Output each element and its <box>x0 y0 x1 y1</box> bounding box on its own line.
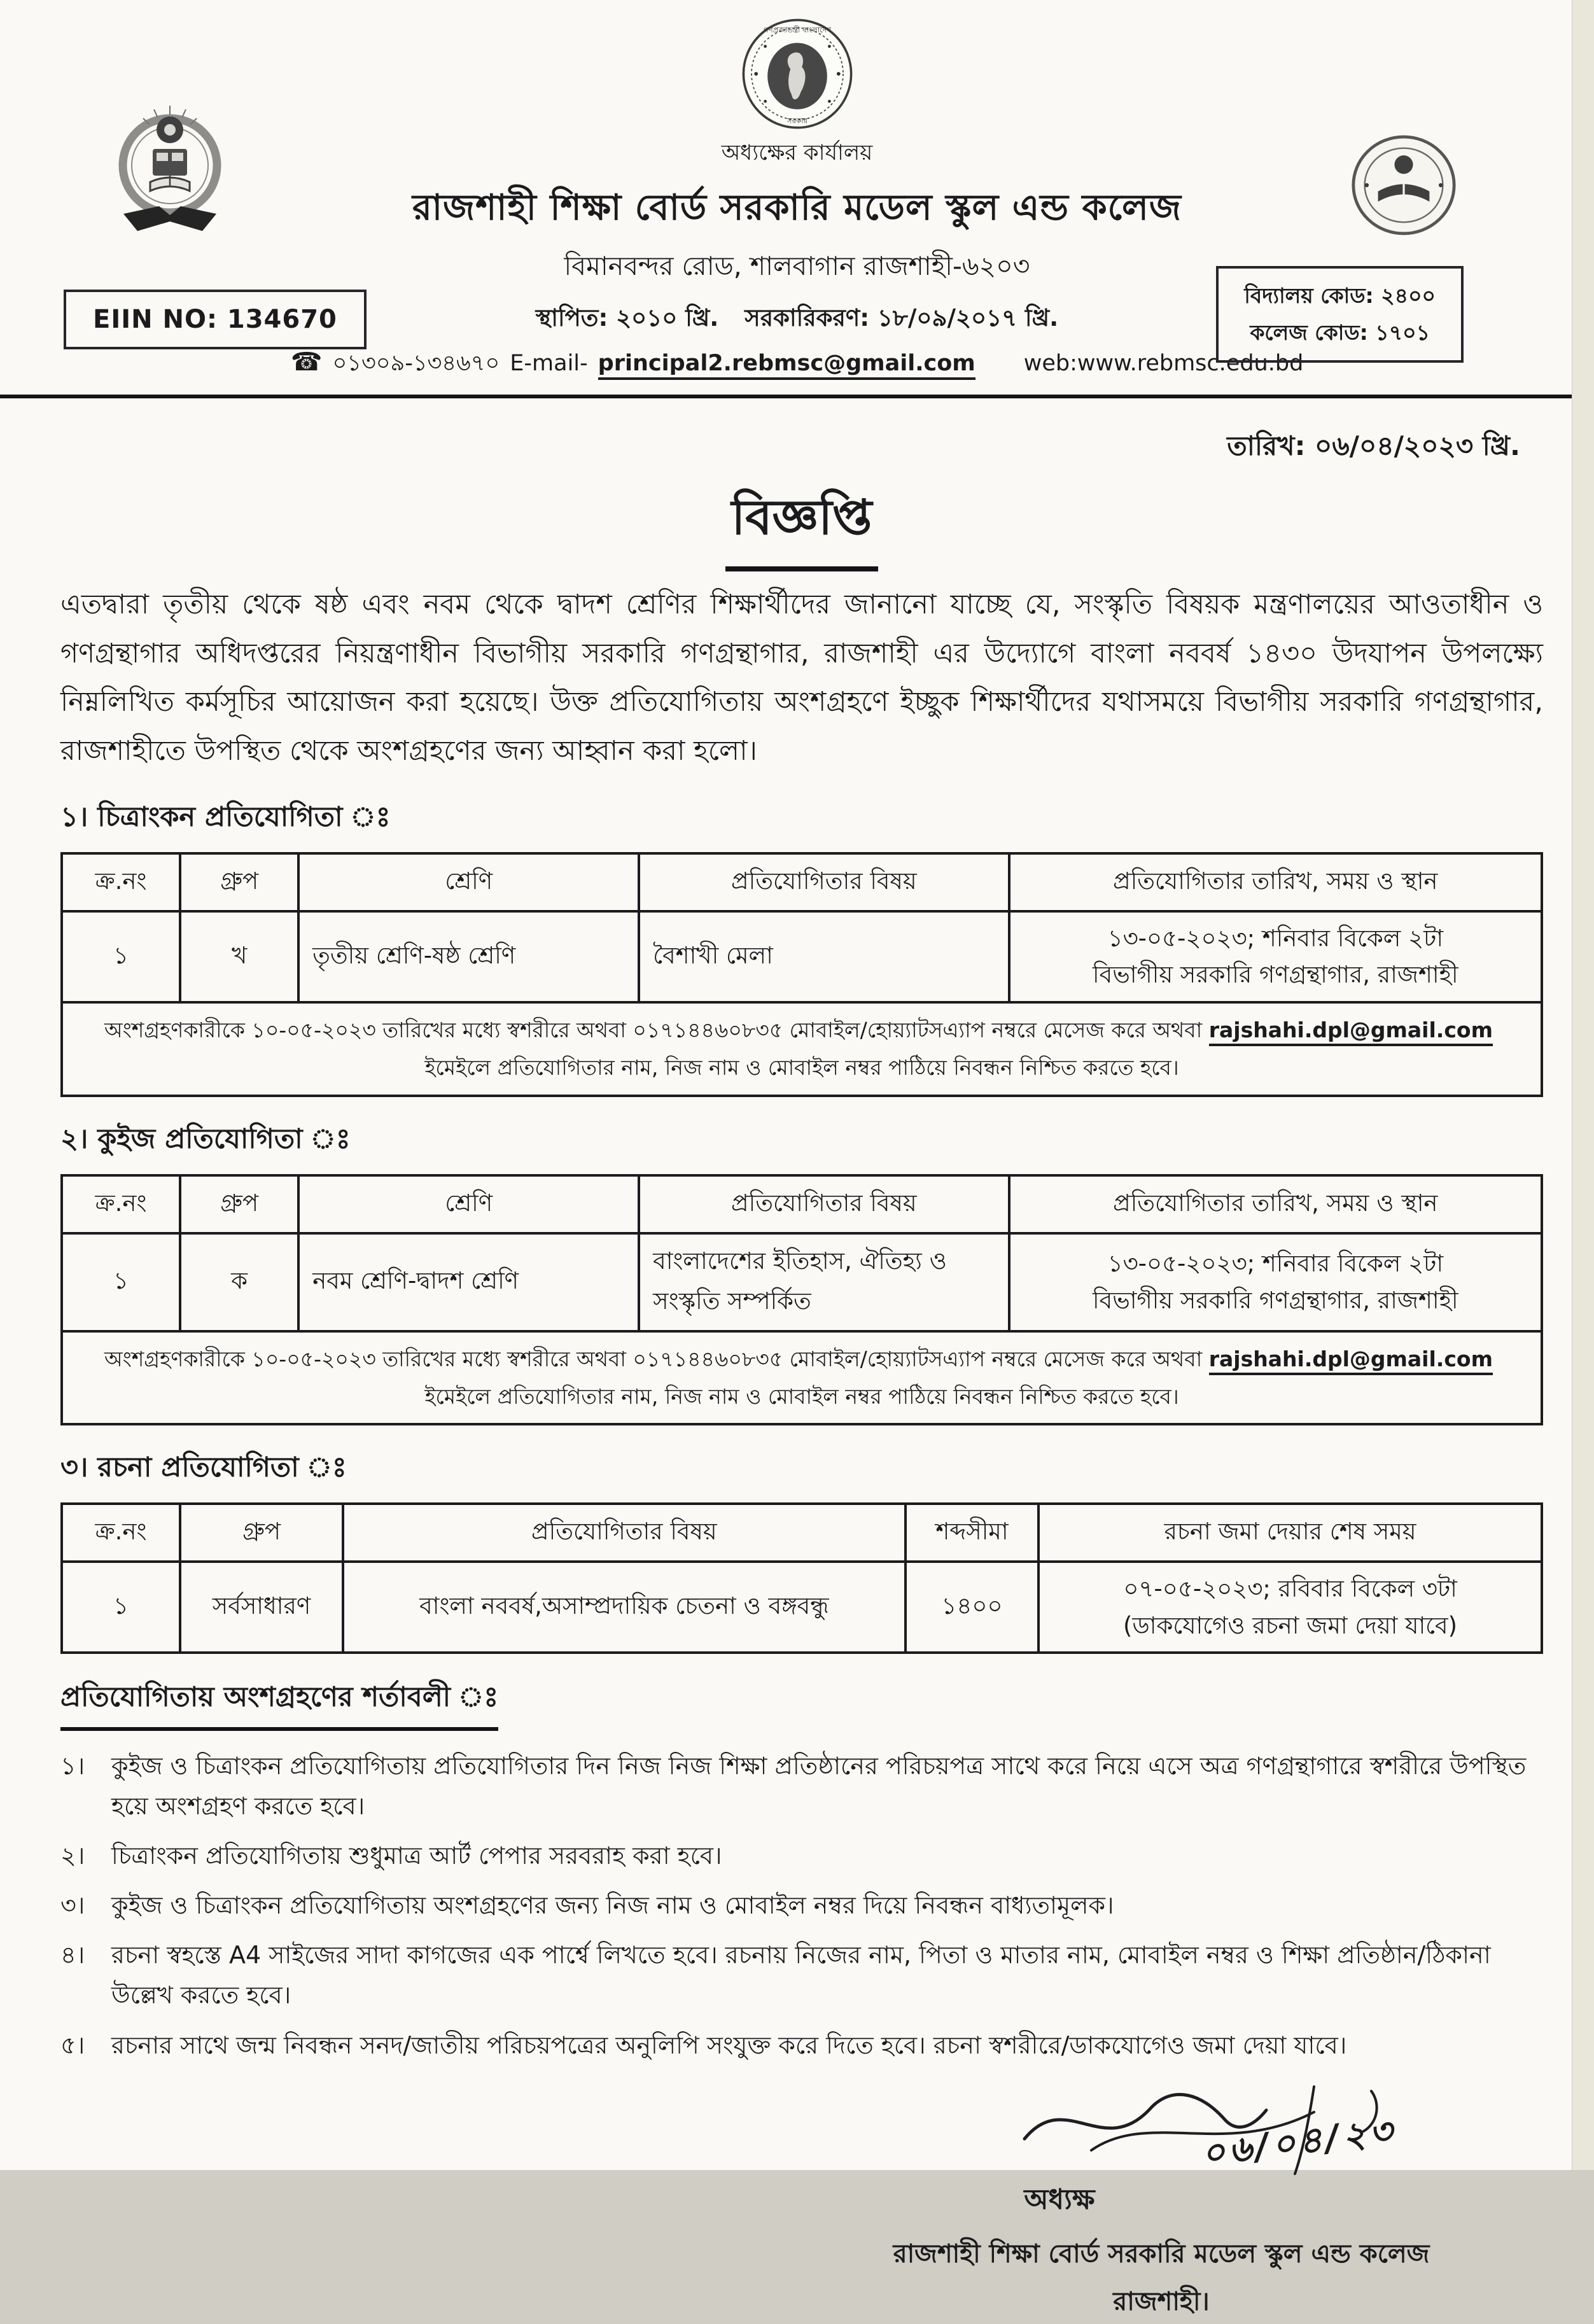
govt-seal-ring-text-top: গণপ্রজাতন্ত্রী বাংলাদেশ <box>763 25 831 35</box>
cell-when: ১৩-০৫-২০২৩; শনিবার বিকেল ২টা বিভাগীয় সরকারি গণগ্রন্থাগার, রাজশাহী <box>1009 911 1542 1002</box>
school-crest-icon <box>115 102 226 244</box>
cell-group: সর্বসাধারণ <box>180 1562 343 1653</box>
section-heading-drawing: ১। চিত্রাংকন প্রতিযোগিতা ঃ <box>60 801 391 834</box>
govt-seal-icon <box>740 17 855 134</box>
school-address: বিমানবন্দর রোড, শালবাগান রাজশাহী-৬২০৩ <box>564 251 1030 281</box>
cell-when: ১৩-০৫-২০২৩; শনিবার বিকেল ২টা বিভাগীয় সরকারি গণগ্রন্থাগার, রাজশাহী <box>1009 1233 1542 1331</box>
condition-item-4 <box>60 1935 1543 2015</box>
col-header-word-limit: শব্দসীমা <box>905 1504 1038 1562</box>
cell-serial: ১ <box>62 1233 180 1331</box>
cell-subject: বৈশাখী মেলা <box>639 911 1009 1002</box>
col-header-group: গ্রুপ <box>180 1175 298 1233</box>
email-label: E-mail- <box>510 351 588 376</box>
table-header-row <box>62 1504 1542 1562</box>
school-name: রাজশাহী শিক্ষা বোর্ড সরকারি মডেল স্কুল এন্ড কলেজ <box>412 187 1182 228</box>
col-header-serial: ক্র.নং <box>62 853 180 911</box>
drawing-competition-table <box>60 852 1543 1096</box>
nationalized-text: সরকারিকরণ: ১৮/০৯/২০১৭ খ্রি. <box>745 304 1059 332</box>
col-header-group: গ্রুপ <box>180 1504 343 1562</box>
cell-subject: বাংলাদেশের ইতিহাস, ঐতিহ্য ও সংস্কৃতি সম্পর্কিত <box>639 1233 1009 1331</box>
note-text-after: ইমেইলে প্রতিযোগিতার নাম, নিজ নাম ও মোবাইল নম্বর পাঠিয়ে নিবন্ধন নিশ্চিত করতে হবে। <box>424 1383 1179 1409</box>
cell-serial: ১ <box>62 1562 180 1653</box>
registration-note-row <box>62 1002 1542 1096</box>
col-header-class: শ্রেণি <box>298 853 639 911</box>
letterhead-divider <box>0 395 1594 398</box>
registration-note-row <box>62 1331 1542 1425</box>
condition-text: চিত্রাংকন প্রতিযোগিতায় শুধুমাত্র আর্ট পেপার সরবরাহ করা হবে। <box>111 1842 722 1870</box>
cell-group: ক <box>180 1233 298 1331</box>
table-row <box>62 911 1542 1002</box>
table-header-row <box>62 1175 1542 1233</box>
condition-item-2 <box>60 1836 1543 1876</box>
signatory-title: অধ্যক্ষ <box>1024 2183 1095 2216</box>
condition-item-1 <box>60 1746 1543 1826</box>
website-address: web:www.rebmsc.edu.bd <box>1023 351 1304 376</box>
col-header-deadline: রচনা জমা দেয়ার শেষ সময় <box>1038 1504 1542 1562</box>
letterhead <box>0 0 1594 395</box>
condition-number: ১। <box>60 1752 85 1781</box>
condition-item-5 <box>60 2026 1543 2066</box>
phone-icon: ☎ <box>290 347 323 377</box>
email-address: principal2.rebmsc@gmail.com <box>598 351 975 380</box>
quiz-competition-table <box>60 1174 1543 1426</box>
signatory-place: রাজশাহী। <box>1113 2286 1210 2316</box>
eiin-box <box>64 290 367 349</box>
note-email-address: rajshahi.dpl@gmail.com <box>1209 1347 1493 1375</box>
col-header-when: প্রতিযোগিতার তারিখ, সময় ও স্থান <box>1009 853 1542 911</box>
established-text: স্থাপিত: ২০১০ খ্রি. <box>535 304 719 332</box>
notice-body <box>0 425 1594 2324</box>
notice-title: বিজ্ঞপ্তি <box>60 480 1543 571</box>
table-row <box>62 1233 1542 1331</box>
col-header-when: প্রতিযোগিতার তারিখ, সময় ও স্থান <box>1009 1175 1542 1233</box>
college-code: কলেজ কোড: ১৭০১ <box>1250 319 1430 345</box>
col-header-serial: ক্র.নং <box>62 1504 180 1562</box>
codes-box <box>1216 266 1464 363</box>
condition-text: রচনা স্বহস্তে A4 সাইজের সাদা কাগজের এক পার্শ্বে লিখতে হবে। রচনায় নিজের নাম, পিতা ও মাতার নাম, মোবাইল নম্বর ও শিক্ষা প্রতিষ্ঠান/ঠিকানা উল্লেখ করতে হবে। <box>111 1941 1491 2010</box>
cell-group: খ <box>180 911 298 1002</box>
govt-seal-ring-text-bottom: সরকার <box>787 116 807 125</box>
conditions-heading: প্রতিযোগিতায় অংশগ্রহণের শর্তাবলী ঃ <box>60 1677 498 1731</box>
cell-class: নবম শ্রেণি-দ্বাদশ শ্রেণি <box>298 1233 639 1331</box>
signature-block <box>818 2075 1505 2324</box>
note-email-address: rajshahi.dpl@gmail.com <box>1209 1018 1493 1046</box>
intro-paragraph: এতদ্বারা তৃতীয় থেকে ষষ্ঠ এবং নবম থেকে দ্বাদশ শ্রেণির শিক্ষার্থীদের জানানো যাচ্ছে যে, সংস্কৃতি বিষয়ক মন্ত্রণালয়ের আওতাধীন ও গণগ্রন্থাগার অধিদপ্তরের নিয়ন্ত্রণাধীন বিভাগীয় সরকারি গণগ্রন্থাগার, রাজশাহী এর উদ্যোগে বাংলা নববর্ষ ১৪৩০ উদযাপন উপলক্ষ্যে নিম্নলিখিত কর্মসূচির আয়োজন করা হয়েছে। উক্ত প্রতিযোগিতায় অংশগ্রহণে ইচ্ছুক শিক্ষার্থীদের যথাসময়ে বিভাগীয় সরকারি গণগ্রন্থাগার, রাজশাহীতে উপস্থিত থেকে অংশগ্রহণের জন্য আহ্বান করা হলো। <box>60 589 1543 767</box>
signature-handwritten-date: ০৬/০৪/২৩ <box>1199 2110 1399 2175</box>
table-header-row <box>62 853 1542 911</box>
registration-note <box>62 1002 1542 1096</box>
school-seal-icon <box>1350 134 1457 239</box>
note-text-after: ইমেইলে প্রতিযোগিতার নাম, নিজ নাম ও মোবাইল নম্বর পাঠিয়ে নিবন্ধন নিশ্চিত করতে হবে। <box>424 1055 1179 1081</box>
col-header-subject: প্রতিযোগিতার বিষয় <box>639 853 1009 911</box>
col-header-subject: প্রতিযোগিতার বিষয় <box>343 1504 905 1562</box>
condition-number: ৩। <box>60 1891 85 1920</box>
signatory-organization: রাজশাহী শিক্ষা বোর্ড সরকারি মডেল স্কুল এন্ড কলেজ <box>893 2239 1430 2269</box>
col-header-subject: প্রতিযোগিতার বিষয় <box>639 1175 1009 1233</box>
table-row <box>62 1562 1542 1653</box>
registration-note <box>62 1331 1542 1425</box>
condition-text: কুইজ ও চিত্রাংকন প্রতিযোগিতায় প্রতিযোগিতার দিন নিজ নিজ শিক্ষা প্রতিষ্ঠানের পরিচয়পত্র সাথে করে নিয়ে এসে অত্র গণগ্রন্থাগারে স্বশরীরে উপস্থিত হয়ে অংশগ্রহণ করতে হবে। <box>111 1752 1527 1821</box>
section-heading-quiz: ২। কুইজ প্রতিযোগিতা ঃ <box>60 1123 351 1155</box>
col-header-group: গ্রুপ <box>180 853 298 911</box>
section-heading-essay: ৩। রচনা প্রতিযোগিতা ঃ <box>60 1452 347 1484</box>
condition-number: ৫। <box>60 2031 85 2059</box>
cell-serial: ১ <box>62 911 180 1002</box>
phone-number: ০১৩০৯-১৩৪৬৭০ <box>332 351 500 376</box>
cell-class: তৃতীয় শ্রেণি-ষষ্ঠ শ্রেণি <box>298 911 639 1002</box>
col-header-class: শ্রেণি <box>298 1175 639 1233</box>
date-line: তারিখ: ০৬/০৪/২০২৩ খ্রি. <box>1227 430 1520 461</box>
condition-number: ৪। <box>60 1941 85 1970</box>
condition-item-3 <box>60 1886 1543 1926</box>
school-code: বিদ্যালয় কোড: ২৪০০ <box>1244 283 1436 308</box>
cell-word-limit: ১৪০০ <box>905 1562 1038 1653</box>
eiin-number: EIIN NO: 134670 <box>93 305 337 334</box>
note-text-before: অংশগ্রহণকারীকে ১০-০৫-২০২৩ তারিখের মধ্যে স্বশরীরে অথবা ০১৭১৪৪৬০৮৩৫ মোবাইল/হোয়্যাটসএ্যাপ নম্বরে মেসেজ করে অথবা <box>104 1017 1203 1042</box>
signature <box>818 2075 1505 2177</box>
note-text-before: অংশগ্রহণকারীকে ১০-০৫-২০২৩ তারিখের মধ্যে স্বশরীরে অথবা ০১৭১৪৪৬০৮৩৫ মোবাইল/হোয়্যাটসএ্যাপ নম্বরে মেসেজ করে অথবা <box>104 1346 1203 1371</box>
condition-number: ২। <box>60 1842 85 1870</box>
cell-deadline: ০৭-০৫-২০২৩; রবিবার বিকেল ৩টা (ডাকযোগেও রচনা জমা দেয়া যাবে) <box>1038 1562 1542 1653</box>
essay-competition-table <box>60 1502 1543 1654</box>
cell-subject: বাংলা নববর্ষ,অসাম্প্রদায়িক চেতনা ও বঙ্গবন্ধু <box>343 1562 905 1653</box>
office-caption: অধ্যক্ষের কার্যালয় <box>721 140 873 165</box>
condition-text: কুইজ ও চিত্রাংকন প্রতিযোগিতায় অংশগ্রহণের জন্য নিজ নাম ও মোবাইল নম্বর দিয়ে নিবন্ধন বাধ্যতামূলক। <box>111 1891 1114 1920</box>
condition-text: রচনার সাথে জন্ম নিবন্ধন সনদ/জাতীয় পরিচয়পত্রের অনুলিপি সংযুক্ত করে দিতে হবে। রচনা স্বশরীরে/ডাকযোগেও জমা দেয়া যাবে। <box>111 2031 1347 2059</box>
col-header-serial: ক্র.নং <box>62 1175 180 1233</box>
